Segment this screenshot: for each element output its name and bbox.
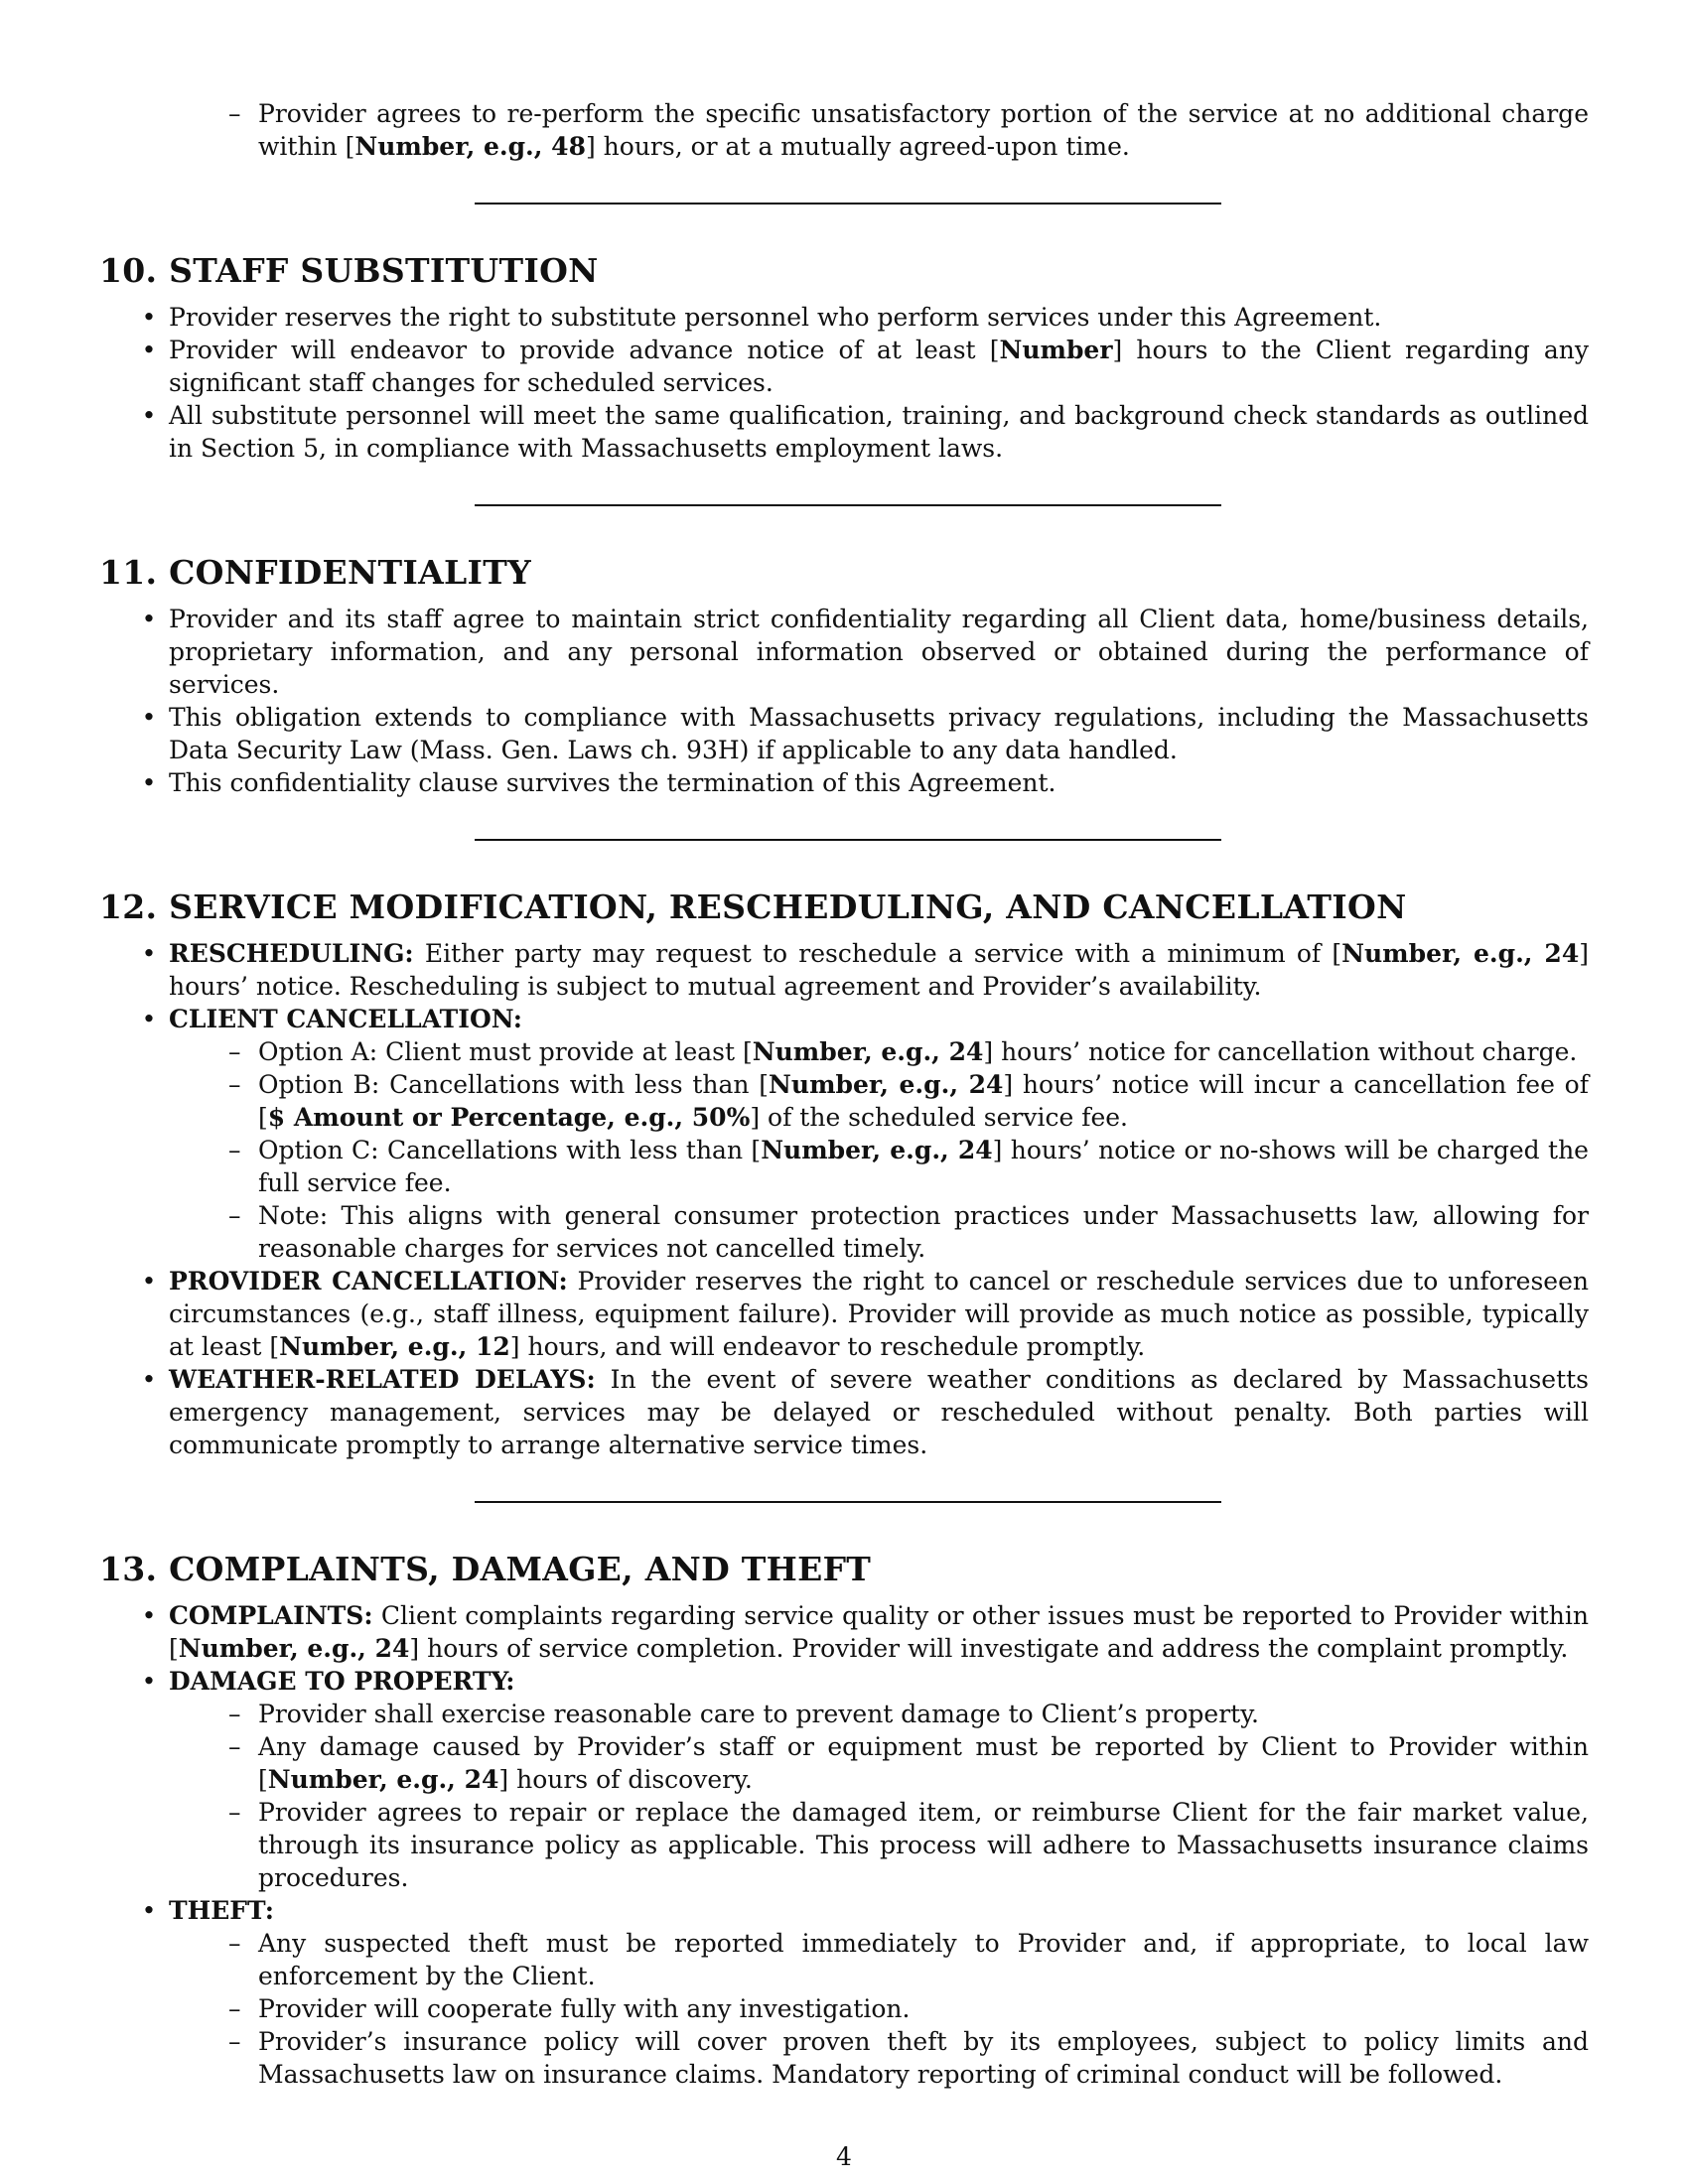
- client-cancellation-options: [99, 1035, 1589, 1265]
- list-item: – Provider will cooperate fully with any investigation.: [228, 1992, 1589, 2025]
- section-divider: [475, 203, 1221, 205]
- bullet-icon: •: [141, 939, 157, 968]
- option-c: – Option C: Cancellations with less than [Number, e.g., 24] hours’ notice or no-shows will be charged the full service fee.: [228, 1134, 1589, 1199]
- list-item: – Any damage caused by Provider’s staff or equipment must be reported by Client to Provider within [Number, e.g., 24] hours of discovery.: [228, 1730, 1589, 1796]
- list-item: • DAMAGE TO PROPERTY:: [99, 1665, 1589, 1698]
- option-a: – Option A: Client must provide at least [Number, e.g., 24] hours’ notice for cancellation without charge.: [228, 1035, 1589, 1068]
- bullet-icon: •: [141, 703, 157, 732]
- list-item: • WEATHER-RELATED DELAYS: In the event of severe weather conditions as declared by Massachusetts emergency management, services may be delayed or rescheduled without penalty. Both parties will communicate promptly to arrange alternative service times.: [99, 1363, 1589, 1461]
- list-item: – Any suspected theft must be reported immediately to Provider and, if appropriate, to local law enforcement by the Client.: [228, 1927, 1589, 1992]
- list-item: – Provider’s insurance policy will cover proven theft by its employees, subject to policy limits and Massachusetts law on insurance claims. Mandatory reporting of criminal conduct will be followed.: [228, 2025, 1589, 2091]
- section-11-list: [99, 603, 1589, 799]
- list-item: • PROVIDER CANCELLATION: Provider reserves the right to cancel or reschedule services due to unforeseen circumstances (e.g., staff illness, equipment failure). Provider will provide as much notice as possible, typically at least [Number, e.g., 12] hours, and will endeavor to reschedule promptly.: [99, 1265, 1589, 1363]
- bullet-icon: •: [141, 401, 157, 430]
- list-item: – Provider agrees to repair or replace the damaged item, or reimburse Client for the fair market value, through its insurance policy as applicable. This process will adhere to Massachusetts insurance claims procedures.: [228, 1796, 1589, 1894]
- section-13-heading: 13. COMPLAINTS, DAMAGE, AND THEFT: [99, 1550, 872, 1588]
- reperform-clause: – Provider agrees to re-perform the specific unsatisfactory portion of the service at no additional charge within [Number, e.g., 48] hours, or at a mutually agreed-upon time.: [228, 97, 1589, 163]
- page-content: [99, 97, 1589, 2091]
- damage-items: [99, 1698, 1589, 1894]
- bullet-icon: •: [141, 303, 157, 332]
- bullet-icon: •: [141, 1365, 157, 1394]
- bullet-icon: •: [141, 1601, 157, 1630]
- list-item: • CLIENT CANCELLATION:: [99, 1003, 1589, 1035]
- page-number: 4: [836, 2142, 852, 2171]
- bullet-icon: •: [141, 336, 157, 364]
- section-divider: [475, 504, 1221, 506]
- list-item: – Provider shall exercise reasonable care to prevent damage to Client’s property.: [228, 1698, 1589, 1730]
- bullet-icon: •: [141, 768, 157, 797]
- list-item: • RESCHEDULING: Either party may request to reschedule a service with a minimum of [Number, e.g., 24] hours’ notice. Rescheduling is subject to mutual agreement and Provider’s availability.: [99, 937, 1589, 1003]
- section-divider: [475, 839, 1221, 841]
- list-item: • COMPLAINTS: Client complaints regarding service quality or other issues must be reported to Provider within [Number, e.g., 24] hours of service completion. Provider will investigate and address the complaint promptly.: [99, 1599, 1589, 1665]
- section-10-heading: 10. STAFF SUBSTITUTION: [99, 251, 599, 290]
- section-13-list: [99, 1599, 1589, 1698]
- section-10-list: [99, 301, 1589, 465]
- section-12-list: [99, 937, 1589, 1035]
- bullet-icon: •: [141, 1896, 157, 1925]
- section-12-list-cont: [99, 1265, 1589, 1461]
- section-12-heading: 12. SERVICE MODIFICATION, RESCHEDULING, AND CANCELLATION: [99, 887, 1407, 926]
- bullet-icon: •: [141, 1667, 157, 1696]
- list-item: • Provider reserves the right to substitute personnel who perform services under this Agreement.: [99, 301, 1589, 334]
- section-divider: [475, 1501, 1221, 1503]
- bullet-icon: •: [141, 1267, 157, 1296]
- list-item: • Provider and its staff agree to maintain strict confidentiality regarding all Client data, home/business details, proprietary information, and any personal information observed or obtained during the performance of services.: [99, 603, 1589, 701]
- list-item: • This confidentiality clause survives the termination of this Agreement.: [99, 766, 1589, 799]
- bullet-icon: •: [141, 605, 157, 633]
- section-13-list-cont: [99, 1894, 1589, 1927]
- option-b: – Option B: Cancellations with less than [Number, e.g., 24] hours’ notice will incur a cancellation fee of [$ Amount or Percentage, e.g., 50%] of the scheduled service fee.: [228, 1068, 1589, 1134]
- list-item: • This obligation extends to compliance with Massachusetts privacy regulations, including the Massachusetts Data Security Law (Mass. Gen. Laws ch. 93H) if applicable to any data handled.: [99, 701, 1589, 766]
- bullet-icon: •: [141, 1005, 157, 1033]
- list-item: • THEFT:: [99, 1894, 1589, 1927]
- section-11-heading: 11. CONFIDENTIALITY: [99, 553, 531, 592]
- theft-items: [99, 1927, 1589, 2091]
- list-item: • Provider will endeavor to provide advance notice of at least [Number] hours to the Client regarding any significant staff changes for scheduled services.: [99, 334, 1589, 399]
- list-item: • All substitute personnel will meet the same qualification, training, and background check standards as outlined in Section 5, in compliance with Massachusetts employment laws.: [99, 399, 1589, 465]
- note: – Note: This aligns with general consumer protection practices under Massachusetts law, allowing for reasonable charges for services not cancelled timely.: [228, 1199, 1589, 1265]
